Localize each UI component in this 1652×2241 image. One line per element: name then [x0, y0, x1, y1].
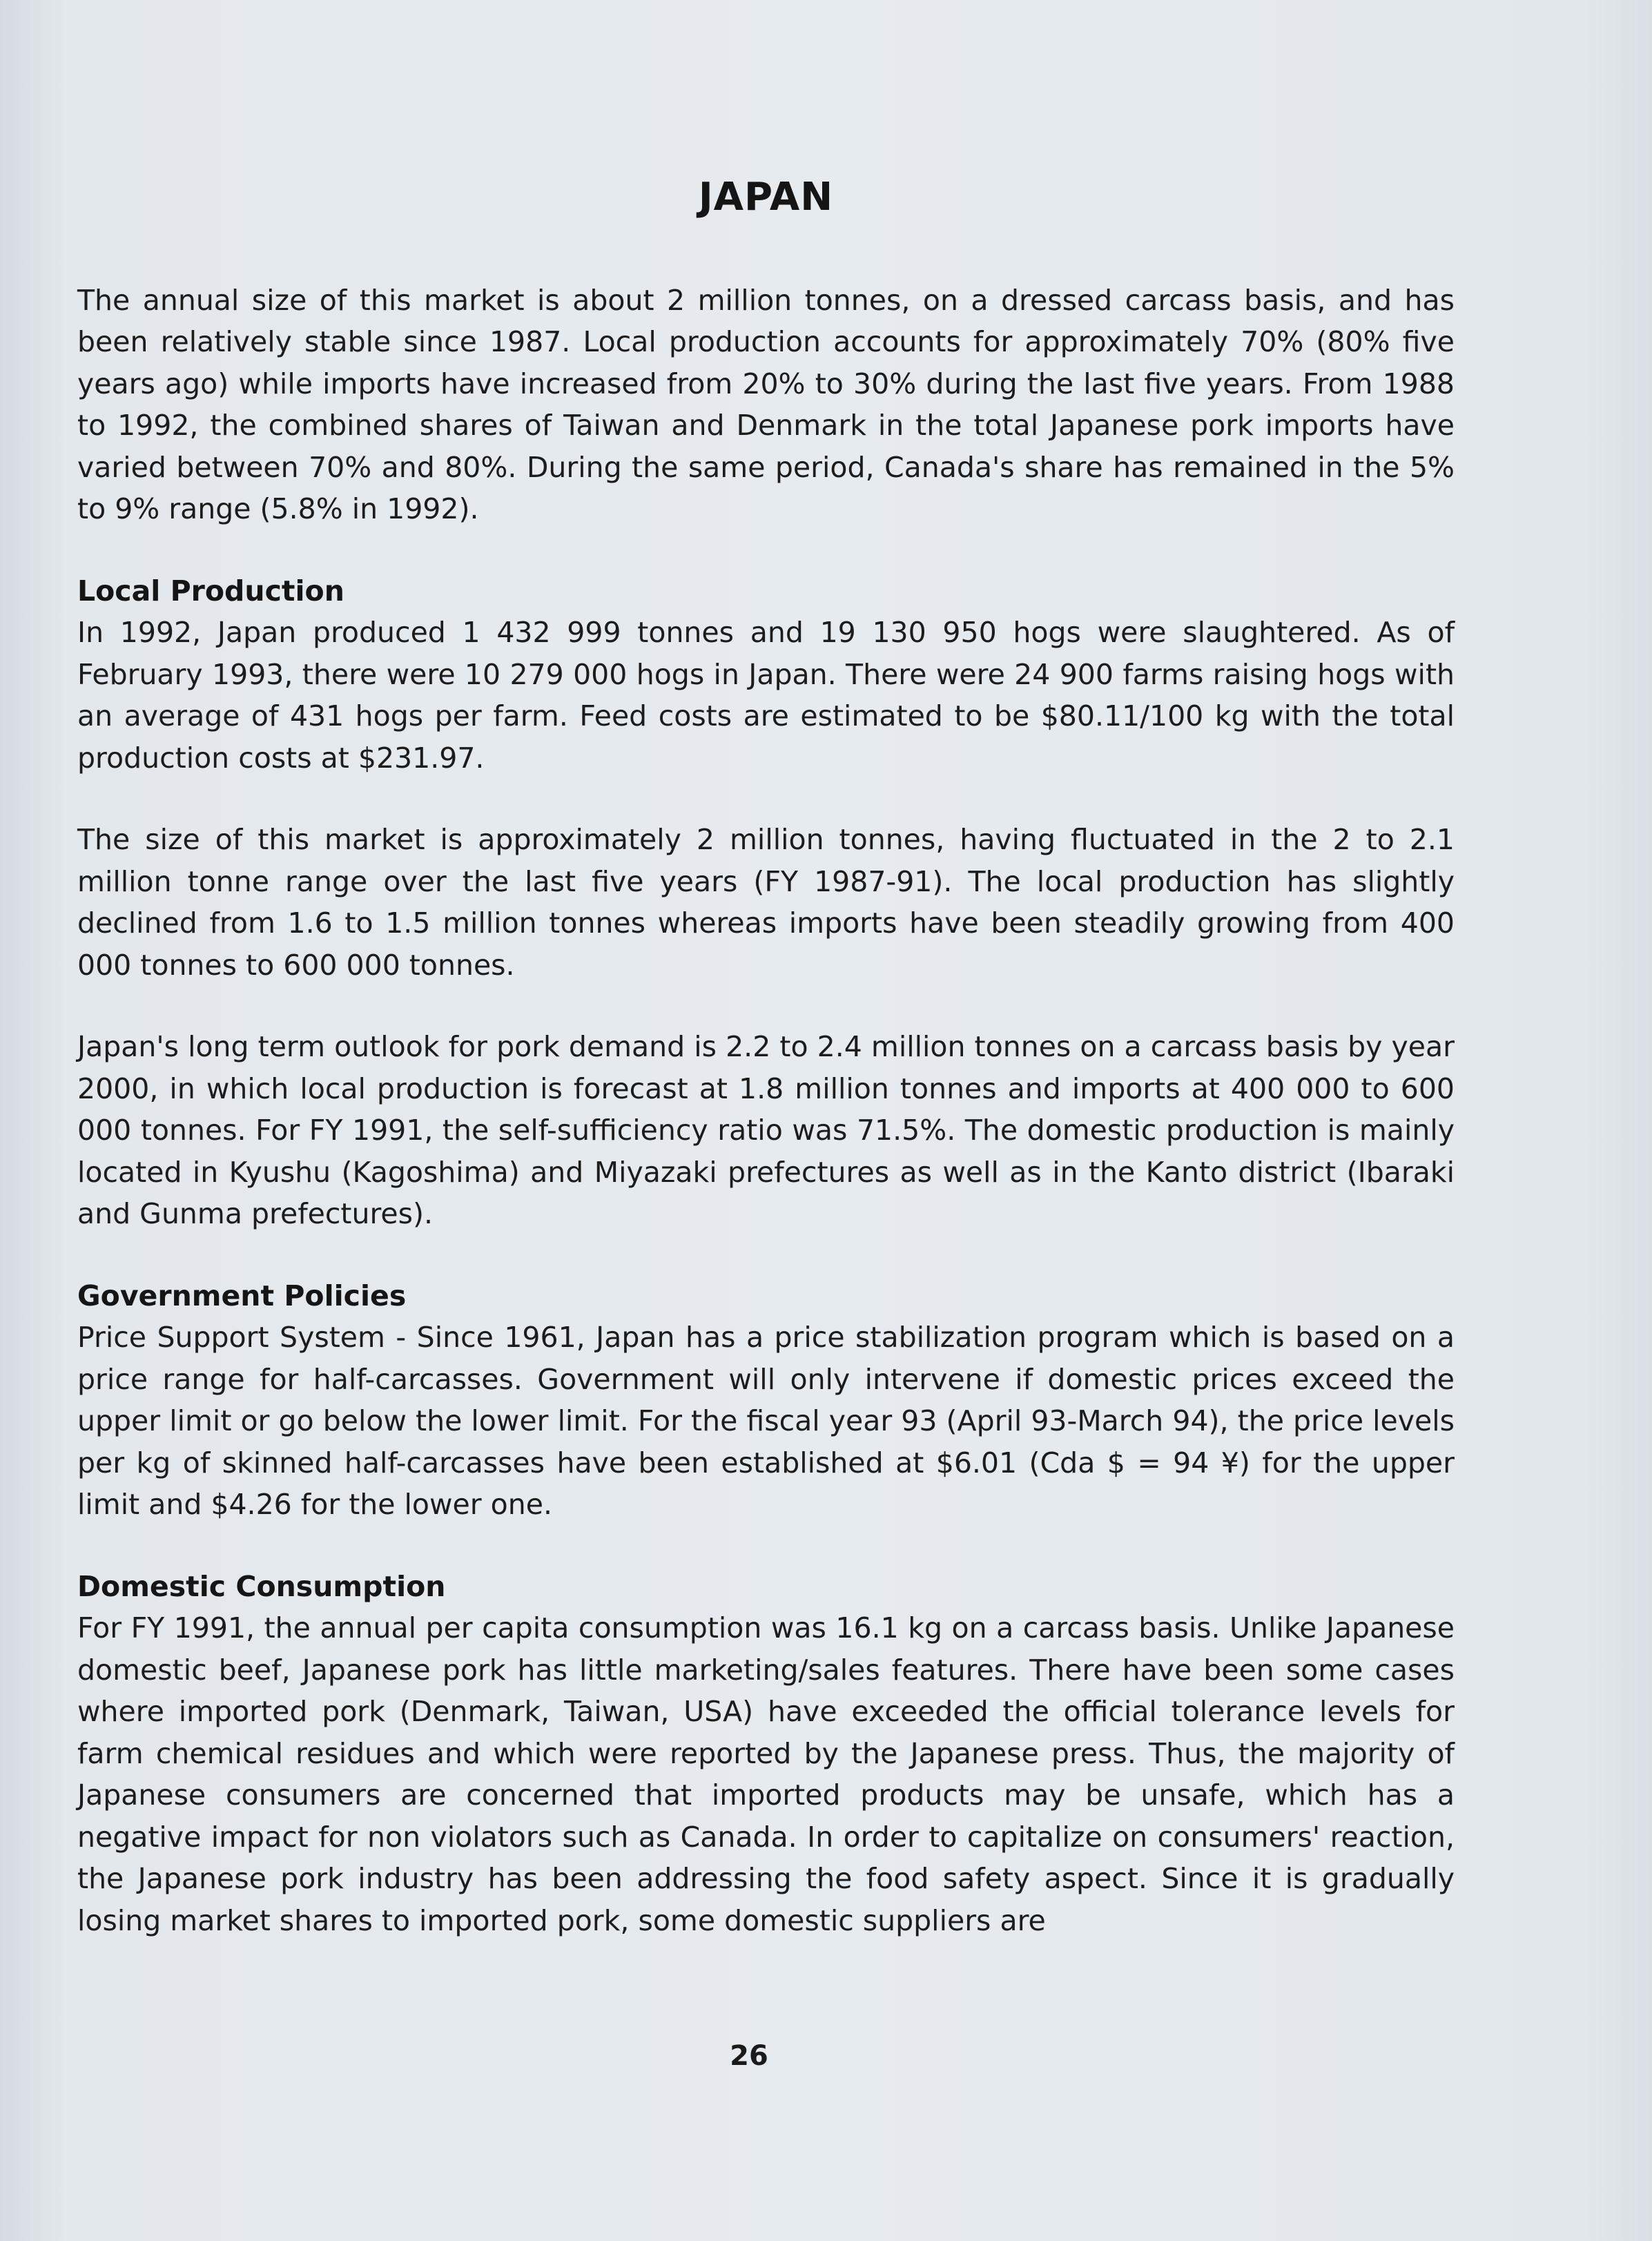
local-production-paragraph-2: The size of this market is approximately 2 million tonnes, having fluctuated in the 2 to 2.1 million tonne range over the last five years (FY 1987-91). The local production has slightly declined from 1.6 to 1.5 million tonnes whereas imports have been steadily growing from 400 000 tonnes to 600 000 tonnes. — [77, 823, 1455, 982]
local-production-paragraph-3: Japan's long term outlook for pork demand is 2.2 to 2.4 million tonnes on a carcass basis by year 2000, in which local production is forecast at 1.8 million tonnes and imports at 400 000 to 600 000 tonnes. For FY 1991, the self-sufficiency ratio was 71.5%. The domestic production is mainly located in Kyushu (Kagoshima) and Miyazaki prefectures as well as in the Kanto district (Ibaraki and Gunma prefectures). — [77, 1030, 1455, 1231]
domestic-consumption-heading: Domestic Consumption — [77, 1569, 446, 1603]
local-production-heading: Local Production — [77, 574, 344, 608]
local-production-paragraph-1: In 1992, Japan produced 1 432 999 tonnes and 19 130 950 hogs were slaughtered. As of February 1993, there were 10 279 000 hogs in Japan. There were 24 900 farms raising hogs with an average of 431 hogs per farm. Feed costs are estimated to be $80.11/100 kg with the total production costs at $231.97. — [77, 616, 1455, 775]
government-policies-heading: Government Policies — [77, 1279, 407, 1312]
page-number: 26 — [730, 2040, 768, 2072]
local-production-section — [77, 570, 1455, 1235]
page-title: JAPAN — [698, 175, 834, 220]
page-content — [77, 176, 1455, 1981]
intro-paragraph: The annual size of this market is about 2 million tonnes, on a dressed carcass basis, and has been relatively stable since 1987. Local production accounts for approximately 70% (80% five years ago) while imports have increased from 20% to 30% during the last five years. From 1988 to 1992, the combined shares of Taiwan and Denmark in the total Japanese pork imports have varied between 70% and 80%. During the same period, Canada's share has remained in the 5% to 9% range (5.8% in 1992). — [77, 283, 1455, 526]
domestic-consumption-paragraph: For FY 1991, the annual per capita consumption was 16.1 kg on a carcass basis. Unlike Japanese domestic beef, Japanese pork has little marketing/sales features. There have been some cases where imported pork (Denmark, Taiwan, USA) have exceeded the official tolerance levels for farm chemical residues and which were reported by the Japanese press. Thus, the majority of Japanese consumers are concerned that imported products may be unsafe, which has a negative impact for non violators such as Canada. In order to capitalize on consumers' reaction, the Japanese pork industry has been addressing the food safety aspect. Since it is gradually losing market shares to imported pork, some domestic suppliers are — [77, 1611, 1455, 1937]
government-policies-paragraph: Price Support System - Since 1961, Japan has a price stabilization program which is based on a price range for half-carcasses. Government will only intervene if domestic prices exceed the upper limit or go below the lower limit. For the fiscal year 93 (April 93-March 94), the price levels per kg of skinned half-carcasses have been established at $6.01 (Cda $ = 94 ¥) for the upper limit and $4.26 for the lower one. — [77, 1321, 1455, 1522]
domestic-consumption-section — [77, 1566, 1455, 1942]
government-policies-section — [77, 1275, 1455, 1526]
